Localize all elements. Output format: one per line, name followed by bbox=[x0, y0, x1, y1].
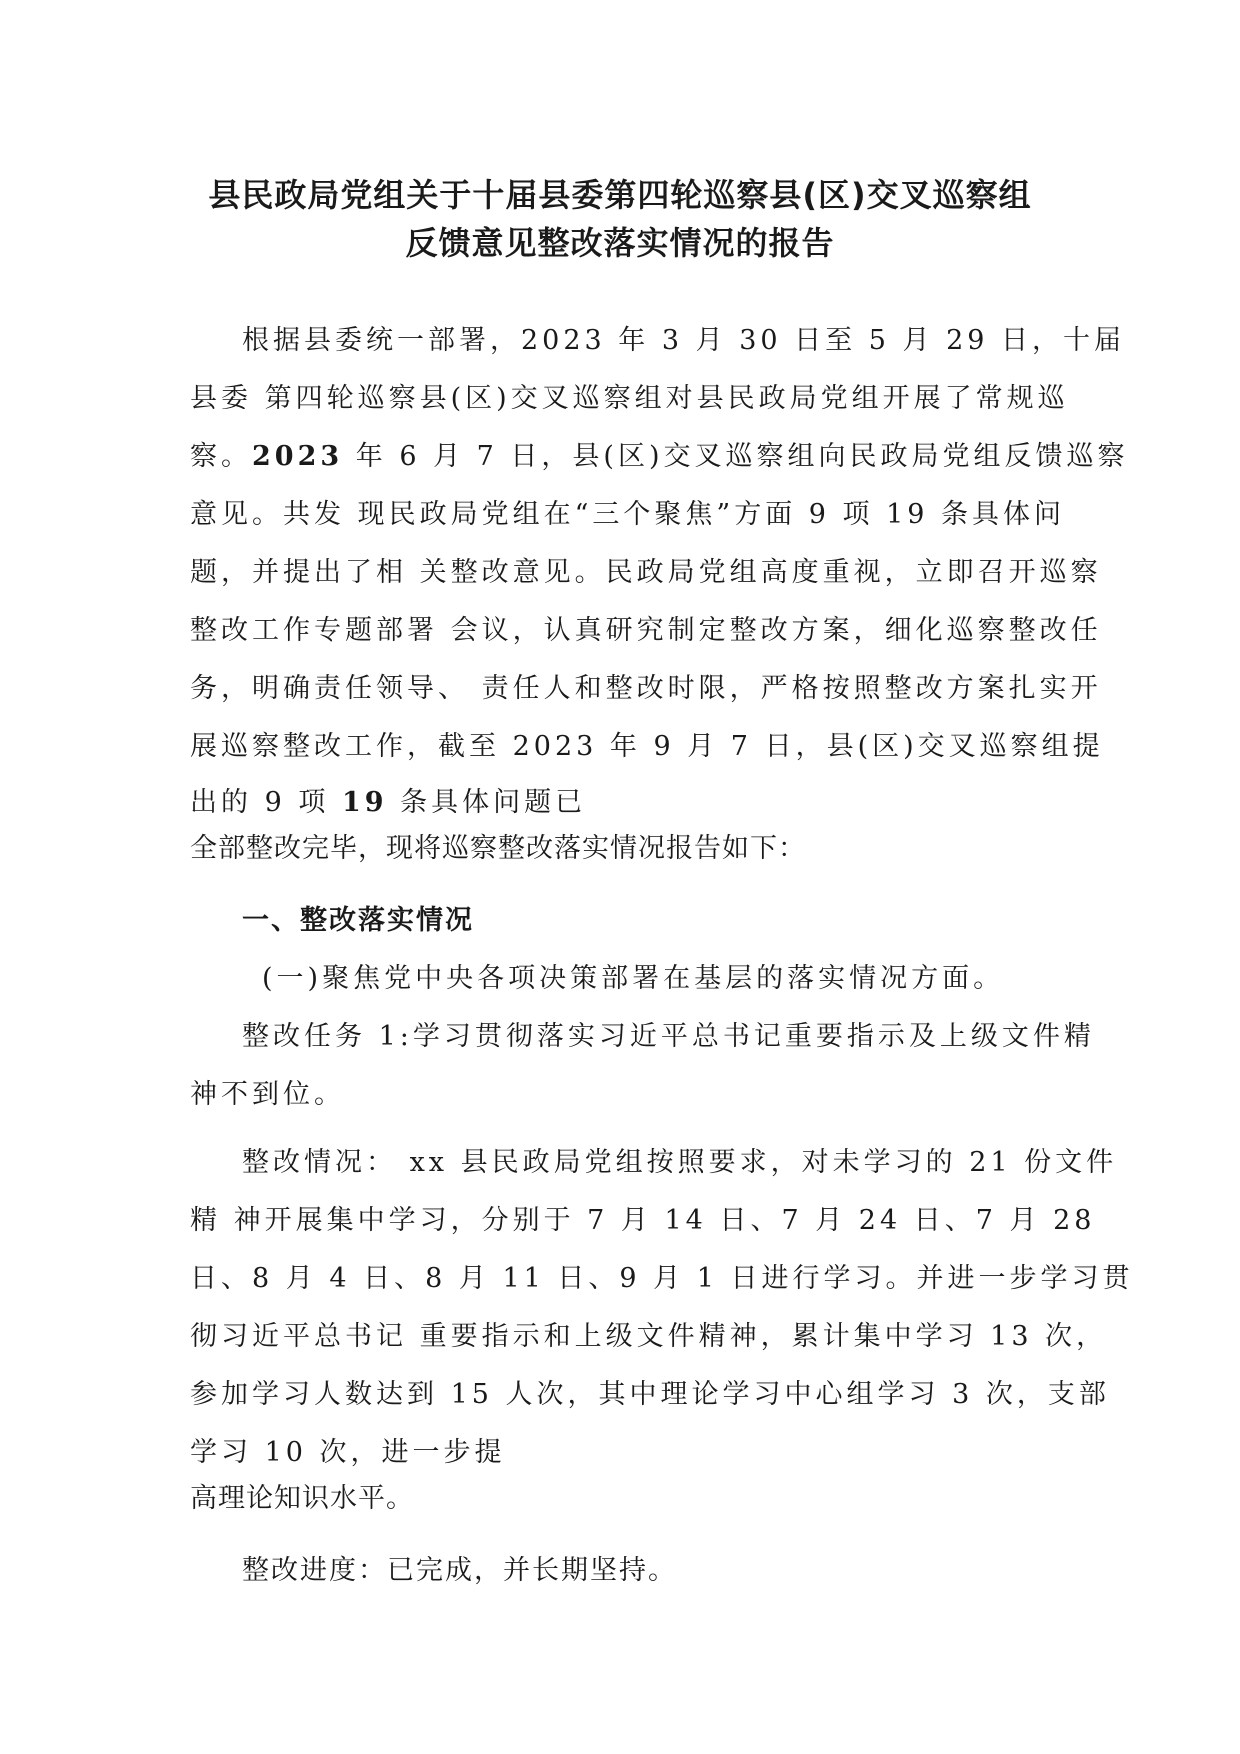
status-line-7: 高理论知识水平。 bbox=[190, 1483, 414, 1514]
intro-line-9-a: 出的 9 项 bbox=[190, 787, 342, 818]
intro-line-9-c: 条具体问题已 bbox=[387, 787, 587, 818]
intro-line-9 bbox=[190, 780, 586, 819]
intro-line-9-count: 19 bbox=[341, 787, 388, 818]
status-line-1: 整改情况： xx 县民政局党组按照要求，对未学习的 21 份文件 bbox=[242, 1147, 1118, 1178]
progress-line: 整改进度：已完成，并长期坚持。 bbox=[242, 1555, 677, 1586]
status-line-6: 学习 10 次，进一步提 bbox=[190, 1437, 506, 1468]
intro-line-7: 务，明确责任领导、 责任人和整改时限，严格按照整改方案扎实开 bbox=[190, 673, 1102, 704]
intro-line-3-year: 2023 bbox=[252, 441, 344, 472]
intro-line-4: 意见。共发 现民政局党组在“三个聚焦”方面 9 项 19 条具体问 bbox=[190, 499, 1066, 530]
task-line-2: 神不到位。 bbox=[190, 1079, 345, 1110]
status-line-5: 参加学习人数达到 15 人次，其中理论学习中心组学习 3 次，支部 bbox=[190, 1379, 1110, 1410]
intro-line-5: 题，并提出了相 关整改意见。民政局党组高度重视，立即召开巡察 bbox=[190, 557, 1102, 588]
status-line-2: 精 神开展集中学习，分别于 7 月 14 日、7 月 24 日、7 月 28 bbox=[190, 1205, 1096, 1236]
section-heading: 一、整改落实情况 bbox=[242, 905, 474, 936]
intro-line-1: 根据县委统一部署，2023 年 3 月 30 日至 5 月 29 日，十届 bbox=[242, 325, 1126, 356]
intro-line-2: 县委 第四轮巡察县(区)交叉巡察组对县民政局党组开展了常规巡 bbox=[190, 383, 1069, 414]
intro-line-3-a: 察。 bbox=[190, 441, 252, 472]
intro-line-8: 展巡察整改工作，截至 2023 年 9 月 7 日，县(区)交叉巡察组提 bbox=[190, 731, 1104, 762]
intro-line-3-c: 年 6 月 7 日，县(区)交叉巡察组向民政局党组反馈巡察 bbox=[343, 441, 1129, 472]
task-line-1: 整改任务 1:学习贯彻落实习近平总书记重要指示及上级文件精 bbox=[242, 1021, 1095, 1052]
status-line-4: 彻习近平总书记 重要指示和上级文件精神，累计集中学习 13 次， bbox=[190, 1321, 1108, 1352]
subsection-heading: (一)聚焦党中央各项决策部署在基层的落实情况方面。 bbox=[262, 963, 1005, 994]
status-line-3: 日、8 月 4 日、8 月 11 日、9 月 1 日进行学习。并进一步学习贯 bbox=[190, 1263, 1134, 1294]
intro-line-6: 整改工作专题部署 会议，认真研究制定整改方案，细化巡察整改任 bbox=[190, 615, 1102, 646]
report-title-line-2: 反馈意见整改落实情况的报告 bbox=[405, 224, 835, 262]
intro-line-10: 全部整改完毕，现将巡察整改落实情况报告如下： bbox=[190, 833, 806, 864]
report-title-line-1: 县民政局党组关于十届县委第四轮巡察县(区)交叉巡察组 bbox=[208, 176, 1032, 214]
intro-line-3 bbox=[190, 434, 1129, 473]
